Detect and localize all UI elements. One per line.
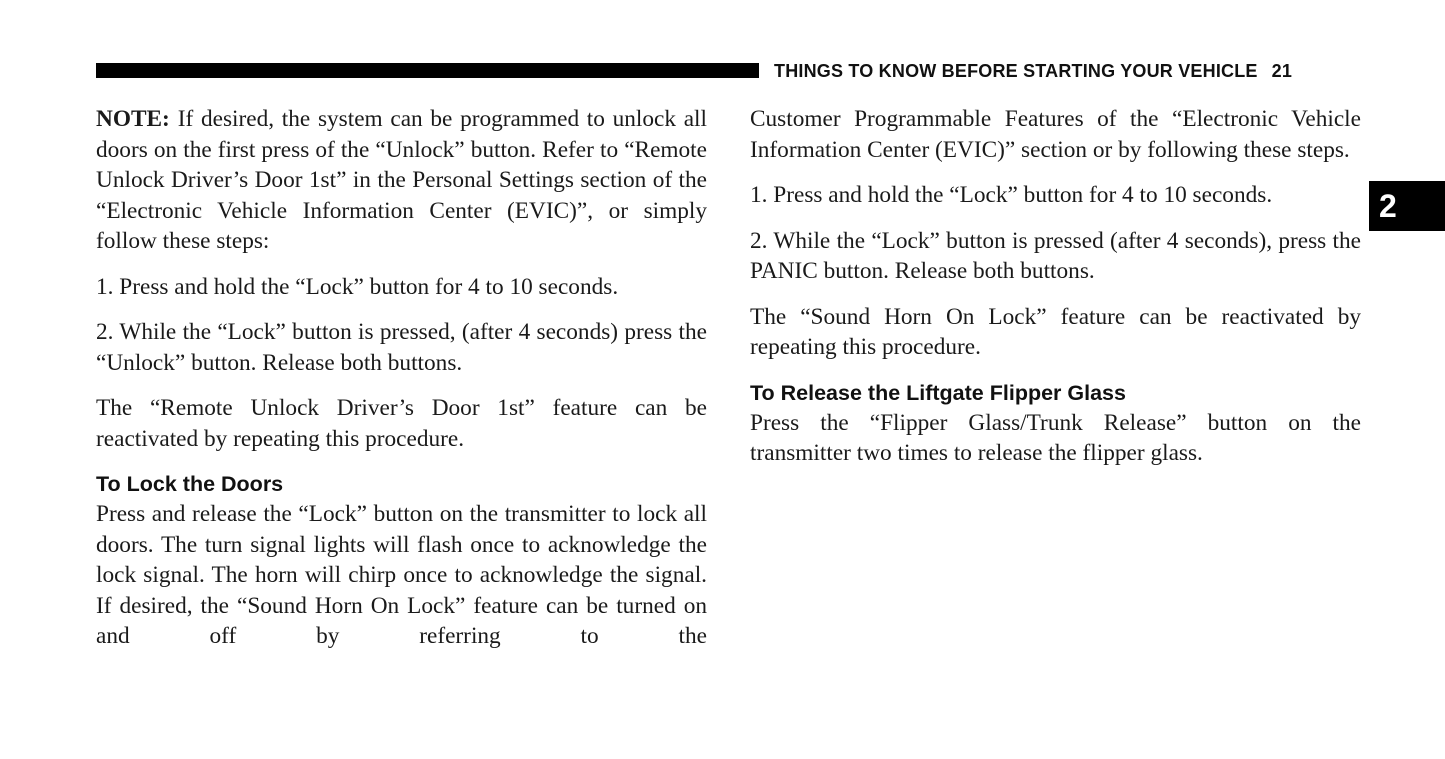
lock-doors-heading: To Lock the Doors (96, 472, 284, 496)
note-text: If desired, the system can be programmed to unlock all doors on the first press of the “Unlock” button. Refer to “Remote Unlock Driver’s Door 1st” in the Personal Settings section of the “Electronic Vehicle Information Center (EVIC)”, or simply follow these steps: (96, 106, 707, 254)
note-label: NOTE: (96, 106, 170, 132)
step-1-paragraph: 1. Press and hold the “Lock” button for 4 to 10 seconds. (96, 273, 619, 300)
step-2-paragraph: 2. While the “Lock” button is pressed, (after 4 seconds) press the “Unlock” button. Release both buttons. (96, 319, 707, 376)
page-number: 21 (1271, 61, 1293, 81)
continued-paragraph: Customer Programmable Features of the “Electronic Vehicle Information Center (EVIC)” section or by following these steps. (750, 106, 1361, 163)
left-column (96, 104, 707, 667)
header-rule (96, 63, 759, 78)
chapter-tab: 2 (1369, 181, 1445, 231)
note-paragraph (96, 104, 707, 257)
reactivate-paragraph: The “Sound Horn On Lock” feature can be reactivated by repeating this procedure. (750, 303, 1361, 360)
reactivate-paragraph: The “Remote Unlock Driver’s Door 1st” feature can be reactivated by repeating this procedure. (96, 395, 707, 452)
liftgate-paragraph: Press the “Flipper Glass/Trunk Release” button on the transmitter two times to release the flipper glass. (750, 409, 1361, 466)
right-column (750, 104, 1361, 484)
lock-doors-paragraph: Press and release the “Lock” button on the transmitter to lock all doors. The turn signal lights will flash once to acknowledge the lock signal. The horn will chirp once to acknowledge the signal. If desired, the “Sound Horn On Lock” feature can be turned on and off by referring to the (96, 501, 707, 649)
header-title: THINGS TO KNOW BEFORE STARTING YOUR VEHICLE (774, 61, 1258, 81)
liftgate-heading: To Release the Liftgate Flipper Glass (750, 380, 1126, 405)
step-1-paragraph: 1. Press and hold the “Lock” button for 4 to 10 seconds. (750, 182, 1273, 208)
running-header (774, 59, 1364, 83)
step-2-paragraph: 2. While the “Lock” button is pressed (after 4 seconds), press the PANIC button. Release both buttons. (750, 227, 1361, 284)
